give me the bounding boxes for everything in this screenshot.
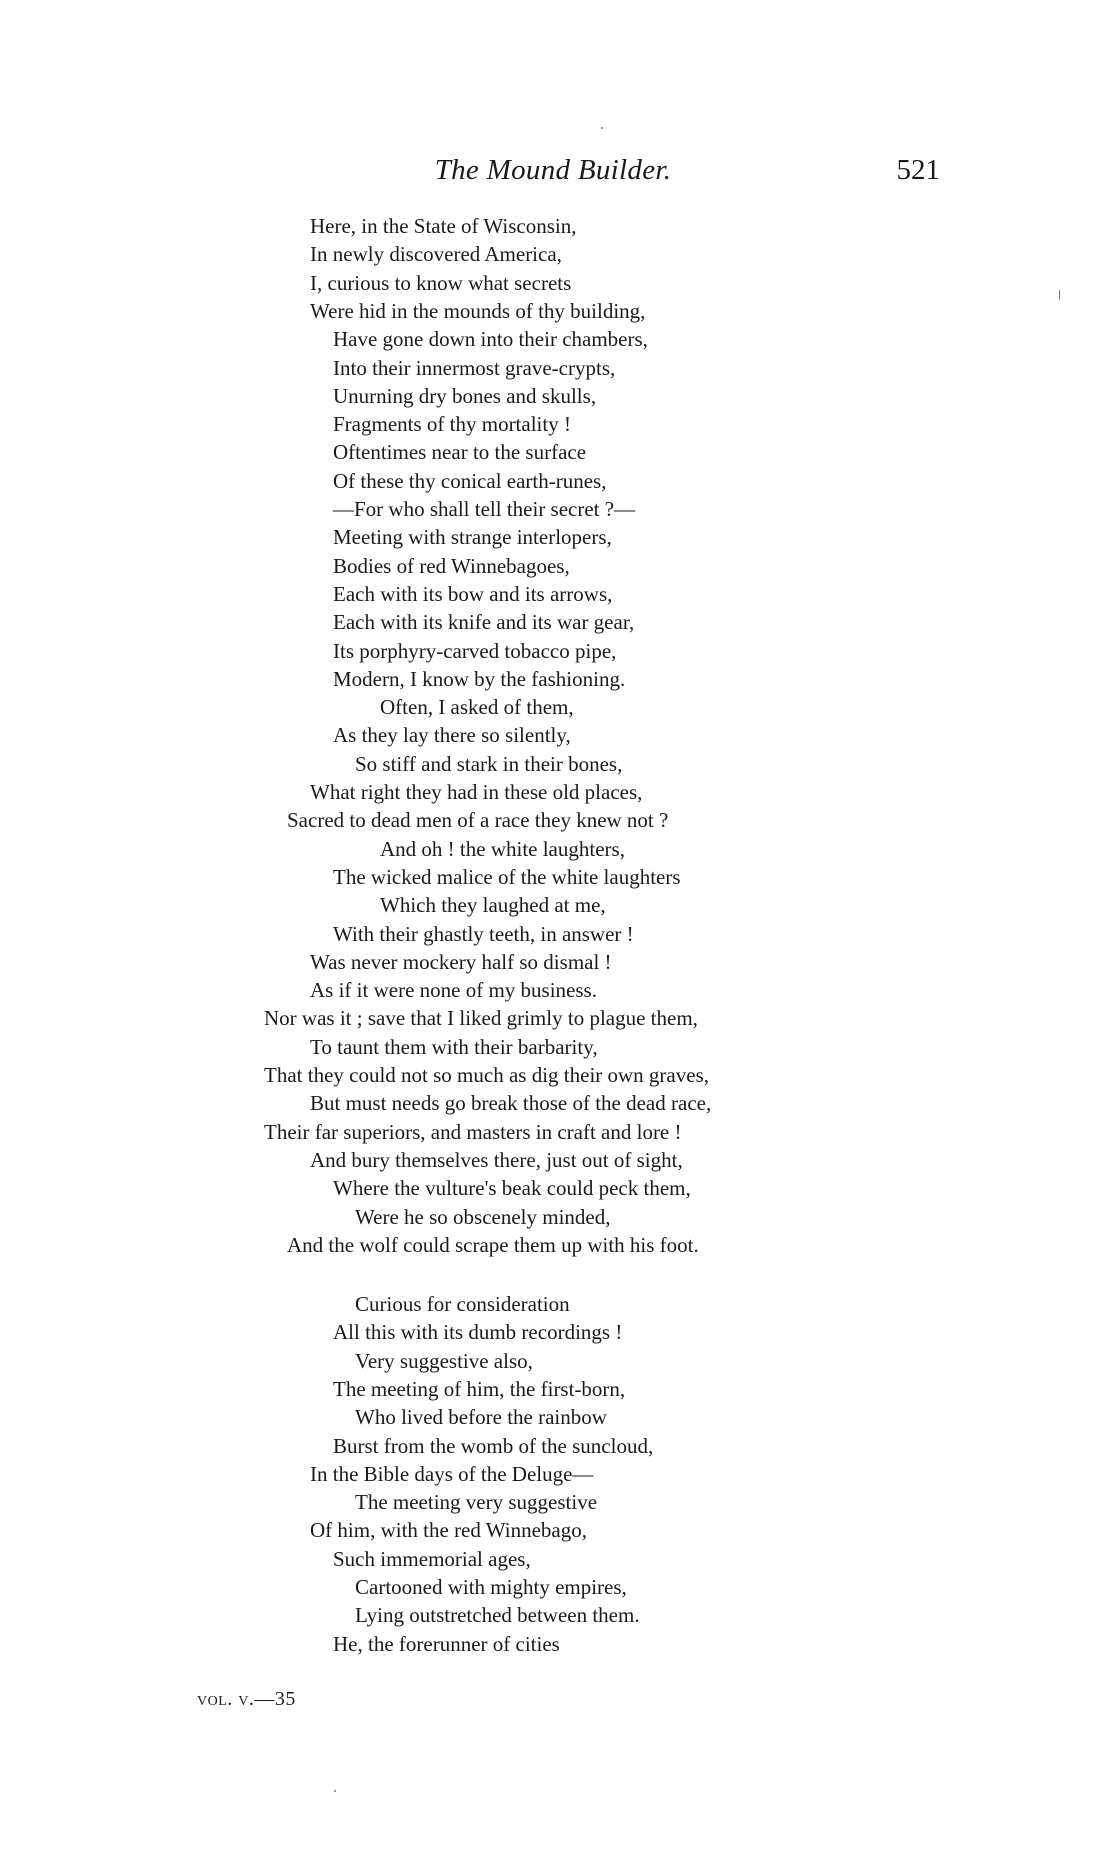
poem-line: And the wolf could scrape them up with his foot. <box>287 1233 699 1257</box>
poem-line: Have gone down into their chambers, <box>333 327 648 351</box>
running-title: The Mound Builder. <box>434 154 672 186</box>
poem-line: Often, I asked of them, <box>380 695 574 719</box>
poem-line: I, curious to know what secrets <box>310 271 572 295</box>
page-number: 521 <box>896 154 940 186</box>
poem-line: And bury themselves there, just out of sight, <box>310 1148 683 1172</box>
poem-line: The meeting of him, the first-born, <box>333 1377 626 1401</box>
poem-line: Its porphyry-carved tobacco pipe, <box>333 639 617 663</box>
poem-line: The meeting very suggestive <box>355 1490 598 1514</box>
poem-line: Of him, with the red Winnebago, <box>310 1518 587 1542</box>
poem-line: Curious for consideration <box>355 1292 570 1316</box>
poem-line: Sacred to dead men of a race they knew not ? <box>287 808 669 832</box>
poem-line: As if it were none of my business. <box>310 978 597 1002</box>
poem-line: Lying outstretched between them. <box>355 1603 640 1627</box>
signature-mark: vol. v.—35 <box>197 1688 296 1710</box>
poem-line: Into their innermost grave-crypts, <box>333 356 616 380</box>
poem-line: He, the forerunner of cities <box>333 1632 560 1656</box>
poem-line: In newly discovered America, <box>310 242 562 266</box>
poem-line: Here, in the State of Wisconsin, <box>310 214 577 238</box>
poem-line: Cartooned with mighty empires, <box>355 1575 627 1599</box>
poem-line: Of these thy conical earth-runes, <box>333 469 607 493</box>
poem-line: The wicked malice of the white laughters <box>333 865 681 889</box>
poem-line: In the Bible days of the Deluge— <box>310 1462 594 1486</box>
poem-line: Where the vulture's beak could peck them, <box>333 1176 691 1200</box>
poem-line: Burst from the womb of the suncloud, <box>333 1434 654 1458</box>
poem-line: Fragments of thy mortality ! <box>333 412 571 436</box>
poem-line: Very suggestive also, <box>355 1349 533 1373</box>
poem-line: Unurning dry bones and skulls, <box>333 384 597 408</box>
stray-mark <box>601 127 603 129</box>
stray-mark <box>1059 290 1060 300</box>
poem-line: Who lived before the rainbow <box>355 1405 607 1429</box>
poem-line: Bodies of red Winnebagoes, <box>333 554 570 578</box>
poem-line: Their far superiors, and masters in craft and lore ! <box>264 1120 682 1144</box>
poem-line: Meeting with strange interlopers, <box>333 525 612 549</box>
poem-line: —For who shall tell their secret ?— <box>333 497 636 521</box>
poem-line: Modern, I know by the fashioning. <box>333 667 626 691</box>
poem-line: Oftentimes near to the surface <box>333 440 587 464</box>
poem-line: With their ghastly teeth, in answer ! <box>333 922 634 946</box>
poem-line: All this with its dumb recordings ! <box>333 1320 623 1344</box>
poem-line: What right they had in these old places, <box>310 780 643 804</box>
poem-line: To taunt them with their barbarity, <box>310 1035 598 1059</box>
poem-line: Was never mockery half so dismal ! <box>310 950 612 974</box>
poem-line: That they could not so much as dig their own graves, <box>264 1063 709 1087</box>
poem-line: And oh ! the white laughters, <box>380 837 625 861</box>
poem-line: Nor was it ; save that I liked grimly to plague them, <box>264 1006 698 1030</box>
poem-line: Were hid in the mounds of thy building, <box>310 299 646 323</box>
poem-line: Were he so obscenely minded, <box>355 1205 611 1229</box>
poem-line: Such immemorial ages, <box>333 1547 531 1571</box>
poem-line: But must needs go break those of the dead race, <box>310 1091 712 1115</box>
poem-line: Which they laughed at me, <box>380 893 606 917</box>
poem-line: Each with its knife and its war gear, <box>333 610 635 634</box>
stray-mark <box>334 1790 336 1792</box>
poem-line: As they lay there so silently, <box>333 723 571 747</box>
poem-line: Each with its bow and its arrows, <box>333 582 613 606</box>
poem-line: So stiff and stark in their bones, <box>355 752 623 776</box>
